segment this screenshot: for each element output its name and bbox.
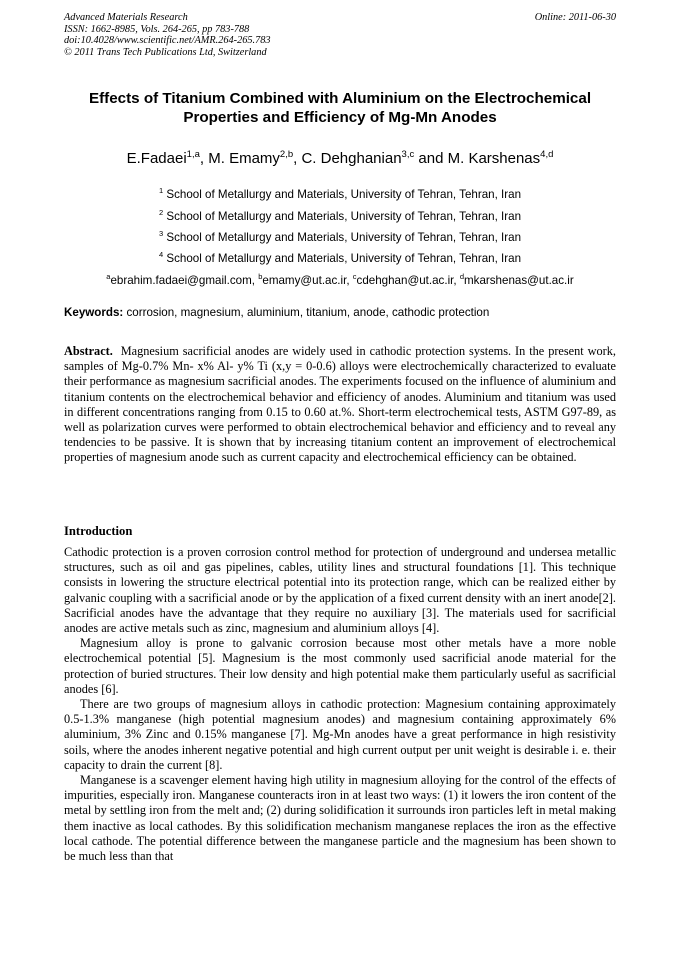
author: M. Emamy$^{2,b}$, [208,149,302,167]
author-emails: $^a$ebrahim.fadaei@gmail.com, $^b$emamy@ut.ac.ir, $^c$cdehghan@ut.ac.ir, $^d$mkarshenas@ut.ac.ir [106,272,574,287]
keywords [64,306,616,320]
affiliation-1: $^1$ School of Metallurgy and Materials, University of Tehran, Tehran, Iran [158,186,522,201]
paragraph: There are two groups of magnesium alloys in cathodic protection: Magnesium containing approximately 0.5-1.3% manganese (high potential magnesium anodes) and magnesium containing approximately 6% aluminium, 3% Zinc and 0.15% manganese [7]. Mg-Mn anodes have a great performance in high resistivity soils, where the anodes inherent negative potential and high current output per unit weight is desirable i. e. their capacity to drain the current [8]. [64,697,616,772]
introduction-body [64,545,616,864]
keywords-label: Keywords: [64,306,124,319]
email[interactable]: $^b$emamy@ut.ac.ir [258,272,347,287]
author: E.Fadaei$^{1,a}$, [126,149,209,167]
title-line-1: Effects of Titanium Combined with Aluminium on the Electrochemical [88,90,592,107]
online-date: Online: 2011-06-30 [534,12,616,23]
email[interactable]: $^c$cdehghan@ut.ac.ir [352,272,454,287]
section-heading-introduction: Introduction [64,524,133,538]
journal-name: Advanced Materials Research [64,12,188,23]
email[interactable]: $^a$ebrahim.fadaei@gmail.com [106,272,252,287]
paper-title [64,90,616,127]
abstract-text: Magnesium sacrificial anodes are widely used in cathodic protection systems. In the present work, samples of Mg-0.7% Mn- x% Al- y% Ti (x,y = 0-0.6) alloys were electrochemically characterized to evaluate their performance as magnesium sacrificial anodes. The experiments focused on the influence of aluminium and titanium contents on the electrochemical behavior and efficiency of anodes. Aluminium and titanium was used in different concentrations ranging from 0.15 to 0.60 at.%. Short-term electrochemical tests, ASTM G97-89, as well as polarization curves were performed to obtain electrochemical behavior and efficiency and to reveal any tendencies to be passive. It is shown that by increasing titanium content an improvement of electrochemical properties of magnesium anode such as current capacity and electrochemical efficiency can be obtained. [64,344,620,465]
affiliation-2: $^2$ School of Metallurgy and Materials, University of Tehran, Tehran, Iran [158,208,522,223]
journal-issn: ISSN: 1662-8985, Vols. 264-265, pp 783-788 [64,23,250,35]
author: M. Karshenas$^{4,d}$ [447,149,554,167]
author-list [64,145,616,169]
paragraph: Magnesium alloy is prone to galvanic corrosion because most other metals have a more noble electrochemical potential [5]. Magnesium is the most commonly used sacrificial anode material for the protection of buried structures. Their low density and high potential make them particularly useful as sacrificial anodes [6]. [64,636,616,696]
abstract [64,344,620,466]
paragraph: Manganese is a scavenger element having high utility in magnesium alloying for the control of the effects of impurities, especially iron. Manganese counteracts iron in at least two ways: (1) it lowers the iron content of the metal by settling iron from the melt and; (2) during solidification it surrounds iron particles left in metal making them inactive as local cathodes. By this solidification mechanism manganese replaces the iron as the effective local cathode. The potential difference between the manganese particle and the magnesium has been shown to be much less than that [64,773,616,864]
journal-header [64,12,616,58]
affiliation-3: $^3$ School of Metallurgy and Materials, University of Tehran, Tehran, Iran [158,229,522,244]
abstract-label: Abstract. [64,344,113,358]
email[interactable]: $^d$mkarshenas@ut.ac.ir [459,272,574,287]
journal-copyright: © 2011 Trans Tech Publications Ltd, Switzerland [64,46,267,58]
paragraph: Cathodic protection is a proven corrosion control method for protection of underground and undersea metallic structures, such as oil and gas pipelines, cables, utility lines and structural foundations [1]. This technique consists in lowering the structure electrical potential into its protection range, which can be realized either by galvanic coupling with a sacrificial anode or by the application of a fixed current density with an inert anode[2]. Sacrificial anodes have the advantage that they require no auxiliary [3]. The materials used for sacrificial anodes are active metals such as zinc, magnesium and aluminium alloys [4]. [64,545,616,636]
affiliation-4: $^4$ School of Metallurgy and Materials, University of Tehran, Tehran, Iran [158,250,522,265]
journal-doi: doi:10.4028/www.scientific.net/AMR.264-265.783 [64,35,271,47]
keywords-text: corrosion, magnesium, aluminium, titanium, anode, cathodic protection [123,306,490,319]
author: C. Dehghanian$^{3,c}$ and [301,149,448,167]
title-line-2: Properties and Efficiency of Mg-Mn Anodes [183,108,497,126]
